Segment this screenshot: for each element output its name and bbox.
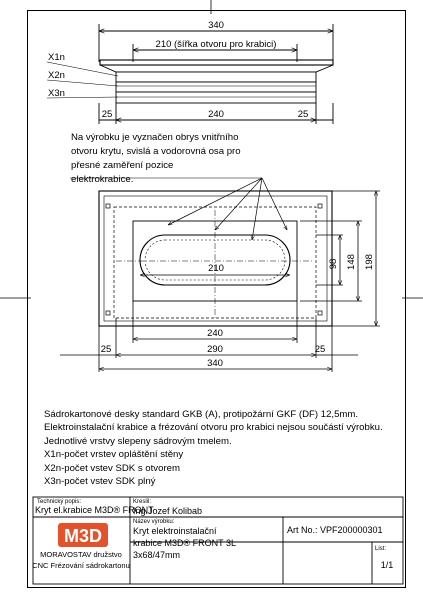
layer-label-x2n: X2n — [48, 70, 65, 81]
front-dim-240: 240 — [207, 328, 223, 339]
tb-nazev-line-3: 3x68/47mm — [133, 550, 181, 560]
desc-line: Jednotlivé vrstvy slepeny sádrovým tmelem. — [44, 435, 232, 447]
tb-company: MORAVOSTAV družstvo — [40, 550, 122, 559]
front-dim-198: 198 — [364, 254, 375, 270]
front-dim-290: 290 — [207, 344, 223, 355]
front-view — [60, 178, 380, 372]
layer-label-x3n: X3n — [48, 88, 65, 99]
top-dim-mid: 240 — [208, 109, 224, 120]
material-description — [44, 408, 394, 488]
tb-division: CNC Frézování sádrokartonu — [32, 561, 130, 570]
note-line: elektrokrabice. — [71, 174, 134, 185]
tb-art-no: Art No.: VPF200000301 — [287, 525, 383, 535]
tb-technicky-popis: Kryt el.krabice M3D® FRONT — [35, 505, 154, 515]
desc-line: Sádrokartonové desky standard GKB (A), protipožární GKF (DF) 12,5mm. — [44, 409, 359, 420]
m3d-logo — [58, 523, 108, 547]
tb-technicky-popis-label: Technický popis: — [37, 499, 82, 505]
front-dim-right: 25 — [314, 344, 326, 355]
tb-nazev-line-1: Kryt elektroinstalační — [133, 526, 217, 536]
front-dim-148: 148 — [346, 254, 357, 270]
note-line: Na výrobku je vyznačen obrys vnitřního — [71, 132, 239, 143]
tb-list-label: List: — [375, 546, 387, 552]
tb-nazev-line-2: krabice M3D® FRONT 3L — [133, 538, 236, 548]
front-dim-340: 340 — [207, 358, 223, 369]
tb-nazev-label: Název výrobku: — [133, 519, 175, 525]
tb-list-value: 1/1 — [380, 560, 394, 570]
desc-line: X3n-počet vstev SDK plný — [44, 476, 156, 488]
layer-label-x1n: X1n — [48, 52, 65, 63]
desc-line: X1n-počet vrstev opláštění stěny — [44, 449, 184, 461]
desc-line: X2n-počet vstev SDK s otvorem — [44, 462, 180, 474]
front-dim-inner: 210 — [208, 263, 224, 274]
note-line: přesné zaměření pozice — [71, 160, 174, 171]
desc-line: Elektroinstalační krabice a frézování otvoru pro krabici nejsou součástí výrobku. — [44, 422, 383, 434]
top-dim-left: 25 — [101, 109, 113, 120]
top-dim-opening: 210 (šířka otvoru pro krabici) — [155, 39, 277, 50]
logo-text: M3D — [63, 526, 103, 546]
tb-kreslil-label: Kreslil: — [133, 499, 152, 505]
front-dim-98: 98 — [328, 258, 339, 270]
note-line: otvoru krytu, svislá a vodorovná osa pro — [71, 146, 241, 157]
tb-kreslil: Ing.Jozef Kolibab — [133, 506, 203, 516]
axis-note — [71, 131, 286, 187]
front-dim-left: 25 — [100, 344, 112, 355]
top-dim-total: 340 — [208, 20, 224, 31]
top-dim-right: 25 — [297, 109, 309, 120]
